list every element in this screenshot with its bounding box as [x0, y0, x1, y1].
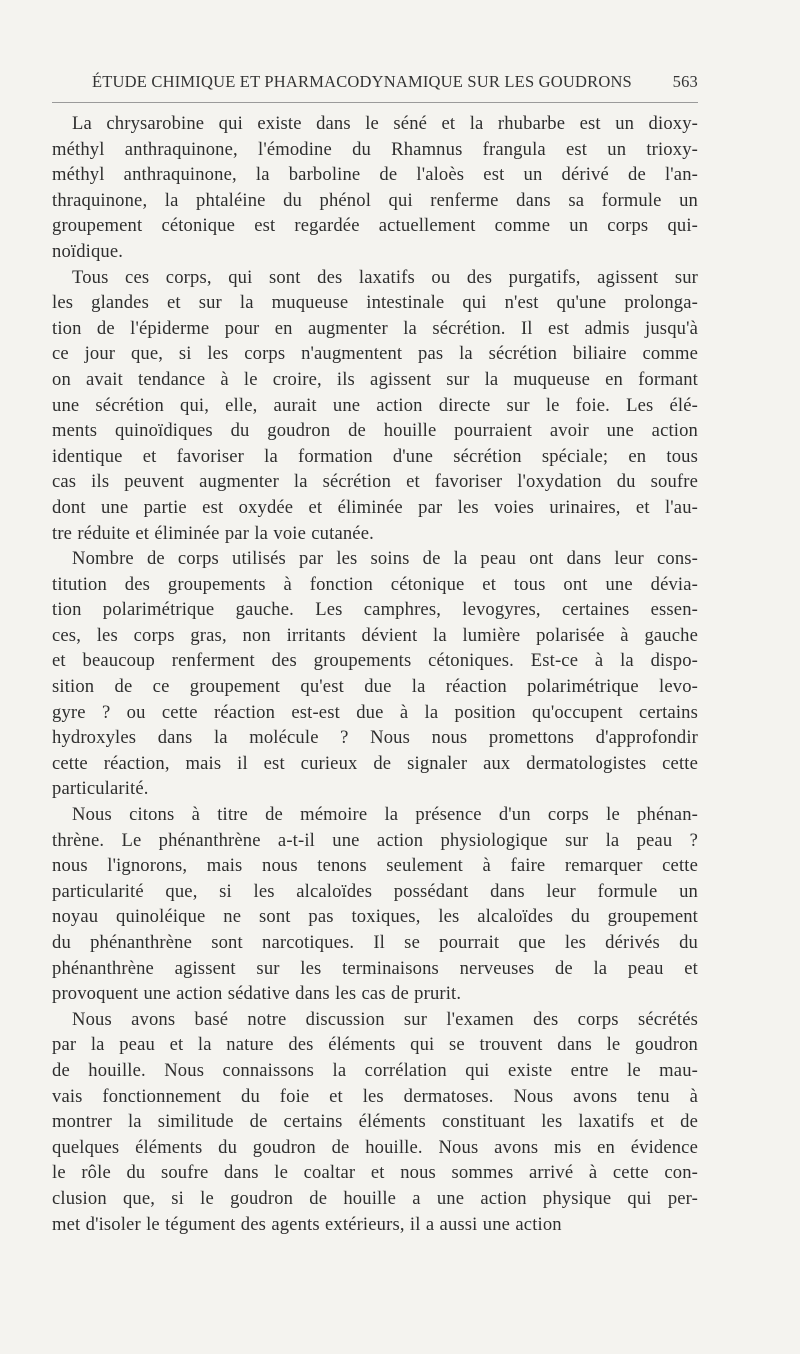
text-line: dont une partie est oxydée et éliminée par les voies urinaires, et l'au- [52, 496, 698, 518]
text-line: groupement cétonique est regardée actuellement comme un corps qui- [52, 215, 698, 237]
paragraph [52, 546, 698, 802]
body-text [52, 111, 698, 1237]
text-line: ce jour que, si les corps n'augmentent pas la sécrétion biliaire comme [52, 343, 698, 365]
text-line: cette réaction, mais il est curieux de signaler aux dermatologistes cette [52, 752, 698, 774]
text-line: noïdique. [52, 240, 124, 262]
text-line: clusion que, si le goudron de houille a une action physique qui per- [52, 1187, 698, 1209]
text-line: Nous avons basé notre discussion sur l'examen des corps sécrétés [72, 1008, 698, 1030]
text-line: une sécrétion qui, elle, aurait une action directe sur le foie. Les élé- [52, 394, 698, 416]
text-line: particularité. [52, 778, 149, 800]
text-line: noyau quinoléique ne sont pas toxiques, les alcaloïdes du groupement [52, 906, 698, 928]
text-line: sition de ce groupement qu'est due la réaction polarimétrique levo- [52, 676, 698, 698]
running-header [52, 72, 698, 102]
paragraph [52, 111, 698, 265]
text-line: tre réduite et éliminée par la voie cutanée. [52, 522, 374, 544]
text-line: Nous citons à titre de mémoire la présence d'un corps le phénan- [72, 804, 698, 826]
text-line: tion polarimétrique gauche. Les camphres, levogyres, certaines essen- [52, 599, 698, 621]
text-line: met d'isoler le tégument des agents extérieurs, il a aussi une action [52, 1213, 562, 1235]
text-line: nous l'ignorons, mais nous tenons seulement à faire remarquer cette [52, 855, 698, 877]
text-line: cas ils peuvent augmenter la sécrétion et favoriser l'oxydation du soufre [52, 471, 698, 493]
text-line: Tous ces corps, qui sont des laxatifs ou des purgatifs, agissent sur [72, 266, 698, 288]
text-line: et beaucoup renferment des groupements cétoniques. Est-ce à la dispo- [52, 650, 698, 672]
text-line: thrène. Le phénanthrène a-t-il une action physiologique sur la peau ? [52, 829, 698, 851]
paragraph [52, 802, 698, 1007]
header-title: ÉTUDE CHIMIQUE ET PHARMACODYNAMIQUE SUR LES GOUDRONS [92, 72, 632, 91]
text-line: on avait tendance à le croire, ils agissent sur la muqueuse en formant [52, 368, 698, 390]
text-line: thraquinone, la phtaléine du phénol qui renferme dans sa formule un [52, 189, 698, 211]
document-page [52, 72, 698, 1237]
text-line: phénanthrène agissent sur les terminaisons nerveuses de la peau et [52, 957, 698, 979]
paragraph [52, 265, 698, 547]
text-line: quelques éléments du goudron de houille. Nous avons mis en évidence [52, 1136, 698, 1158]
text-line: particularité que, si les alcaloïdes possédant dans leur formule un [52, 880, 698, 902]
text-line: le rôle du soufre dans le coaltar et nous sommes arrivé à cette con- [52, 1162, 698, 1184]
paragraph [52, 1007, 698, 1237]
text-line: La chrysarobine qui existe dans le séné et la rhubarbe est un dioxy- [72, 113, 698, 134]
text-line: ments quinoïdiques du goudron de houille pourraient avoir une action [52, 420, 698, 442]
text-line: tion de l'épiderme pour en augmenter la sécrétion. Il est admis jusqu'à [52, 317, 698, 339]
text-line: méthyl anthraquinone, l'émodine du Rhamnus frangula est un trioxy- [52, 138, 698, 160]
text-line: montrer la similitude de certains éléments constituant les laxatifs et de [52, 1111, 698, 1133]
text-line: hydroxyles dans la molécule ? Nous nous promettons d'approfondir [52, 727, 698, 749]
header-rule [52, 102, 698, 103]
text-line: provoquent une action sédative dans les cas de prurit. [52, 983, 462, 1005]
page-number: 563 [672, 72, 698, 91]
text-line: titution des groupements à fonction cétonique et tous ont une dévia- [52, 573, 698, 595]
text-line: méthyl anthraquinone, la barboline de l'aloès est un dérivé de l'an- [52, 164, 698, 186]
text-line: identique et favoriser la formation d'une sécrétion spéciale; en tous [52, 445, 698, 467]
text-line: gyre ? ou cette réaction est-est due à la position qu'occupent certains [52, 701, 698, 723]
text-line: de houille. Nous connaissons la corrélation qui existe entre le mau- [52, 1059, 698, 1081]
text-line: les glandes et sur la muqueuse intestinale qui n'est qu'une prolonga- [52, 292, 698, 314]
text-line: par la peau et la nature des éléments qui se trouvent dans le goudron [52, 1034, 698, 1056]
text-line: ces, les corps gras, non irritants dévient la lumière polarisée à gauche [52, 624, 698, 646]
text-line: vais fonctionnement du foie et les dermatoses. Nous avons tenu à [52, 1085, 698, 1107]
text-line: Nombre de corps utilisés par les soins de la peau ont dans leur cons- [72, 548, 698, 570]
text-line: du phénanthrène sont narcotiques. Il se pourrait que les dérivés du [52, 932, 698, 953]
